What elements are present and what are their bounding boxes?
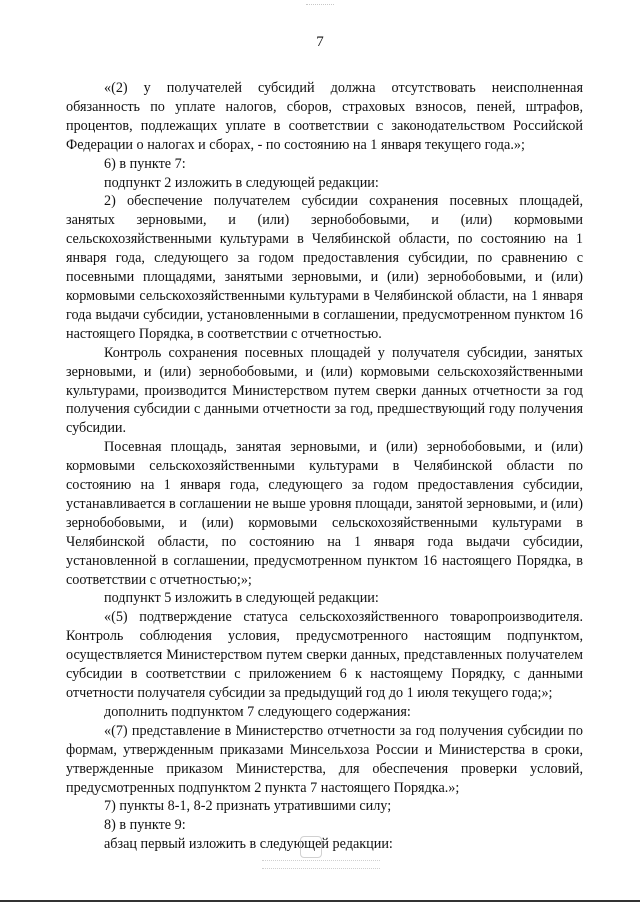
paragraph-subitem-2-taxes: «(2) у получателей субсидий должна отсутствовать неисполненная обязанность по уплате налогов, сборов, страховых взносов, пеней, штрафов, процентов, подлежащих уплате в соответствии с законодательством Российской Федерации о налогах и сборах, - по состоянию на 1 января текущего года.»; [66, 80, 583, 153]
paragraph-subitem-5-text: «(5) подтверждение статуса сельскохозяйственного товаропроизводителя. Контроль соблюдения условия, предусмотренного настоящим подпунктом, осуществляется Министерством путем сверки данных, представленных получателем субсидии в соответствии с приложением 6 к настоящему Порядку, с данными отчетности получателя субсидии за предыдущий год до 1 июля текущего года;»; [66, 609, 583, 701]
faint-stamp-mark [300, 836, 322, 858]
paragraph-item-8-abzac: абзац первый изложить в следующей редакции: [104, 836, 393, 853]
paragraph-item-7: 7) пункты 8-1, 8-2 признать утратившими силу; [104, 798, 392, 815]
paragraph-subitem-2-intro: подпункт 2 изложить в следующей редакции: [104, 174, 379, 191]
paragraph-control: Контроль сохранения посевных площадей у получателя субсидии, занятых зерновыми, и (или) зернобобовыми, и (или) кормовыми сельскохозяйственными культурами, производится Министерством путем сверки данных отчетности за год получения субсидии с данными отчетности за год, предшествующий году получения субсидии. [66, 344, 583, 437]
faint-stamp-line [262, 860, 380, 861]
page-number: 7 [316, 34, 324, 50]
document-body [66, 79, 583, 854]
paragraph-item-8: 8) в пункте 9: [104, 817, 186, 834]
paragraph-item-6: 6) в пункте 7: [104, 155, 186, 172]
paragraph-subitem-5-intro: подпункт 5 изложить в следующей редакции: [104, 590, 379, 607]
paragraph-subitem-7-text: «(7) представление в Министерство отчетности за год получения субсидии по формам, утвержденным приказами Минсельхоза России и Министерства в сроки, утвержденные приказом Министерства, для обеспечения проверки условий, предусмотренных подпунктом 2 пункта 7 настоящего Порядка.»; [66, 722, 583, 796]
page-bottom-edge [0, 900, 640, 902]
paragraph-subitem-2-text: 2) обеспечение получателем субсидии сохранения посевных площадей, занятых зерновыми, и (или) зернобобовыми, и (или) кормовыми сельскохозяйственными культурами в Челябинской области, по состоянию на 1 января года, следующего за годом предоставления субсидии, по сравнению с посевными площадями, занятыми зерновыми, и (или) зернобобовыми, и (или) кормовыми сельскохозяйственными культурами в Челябинской области, на 1 января года выдачи субсидии, установленными в соглашении, предусмотренном пунктом 16 настоящего Порядка, в соответствии с отчетностью. [66, 193, 583, 342]
paragraph-sown-area: Посевная площадь, занятая зерновыми, и (или) зернобобовыми, и (или) кормовыми сельскохозяйственными культурами в Челябинской области по состоянию на 1 января года, следующего за годом предоставления субсидии, устанавливается в соглашении не выше уровня площади, занятой зерновыми, и (или) зернобобовыми, и (или) кормовыми сельскохозяйственными культурами в Челябинской области, по состоянию на 1 января года выдачи субсидии, установленной в соглашении, предусмотренном пунктом 16 настоящего Порядка, в соответствии с отчетностью;»; [66, 439, 583, 588]
scan-mark-top [306, 4, 334, 5]
faint-stamp-line [262, 868, 380, 869]
paragraph-subitem-7-intro: дополнить подпунктом 7 следующего содержания: [104, 703, 411, 720]
